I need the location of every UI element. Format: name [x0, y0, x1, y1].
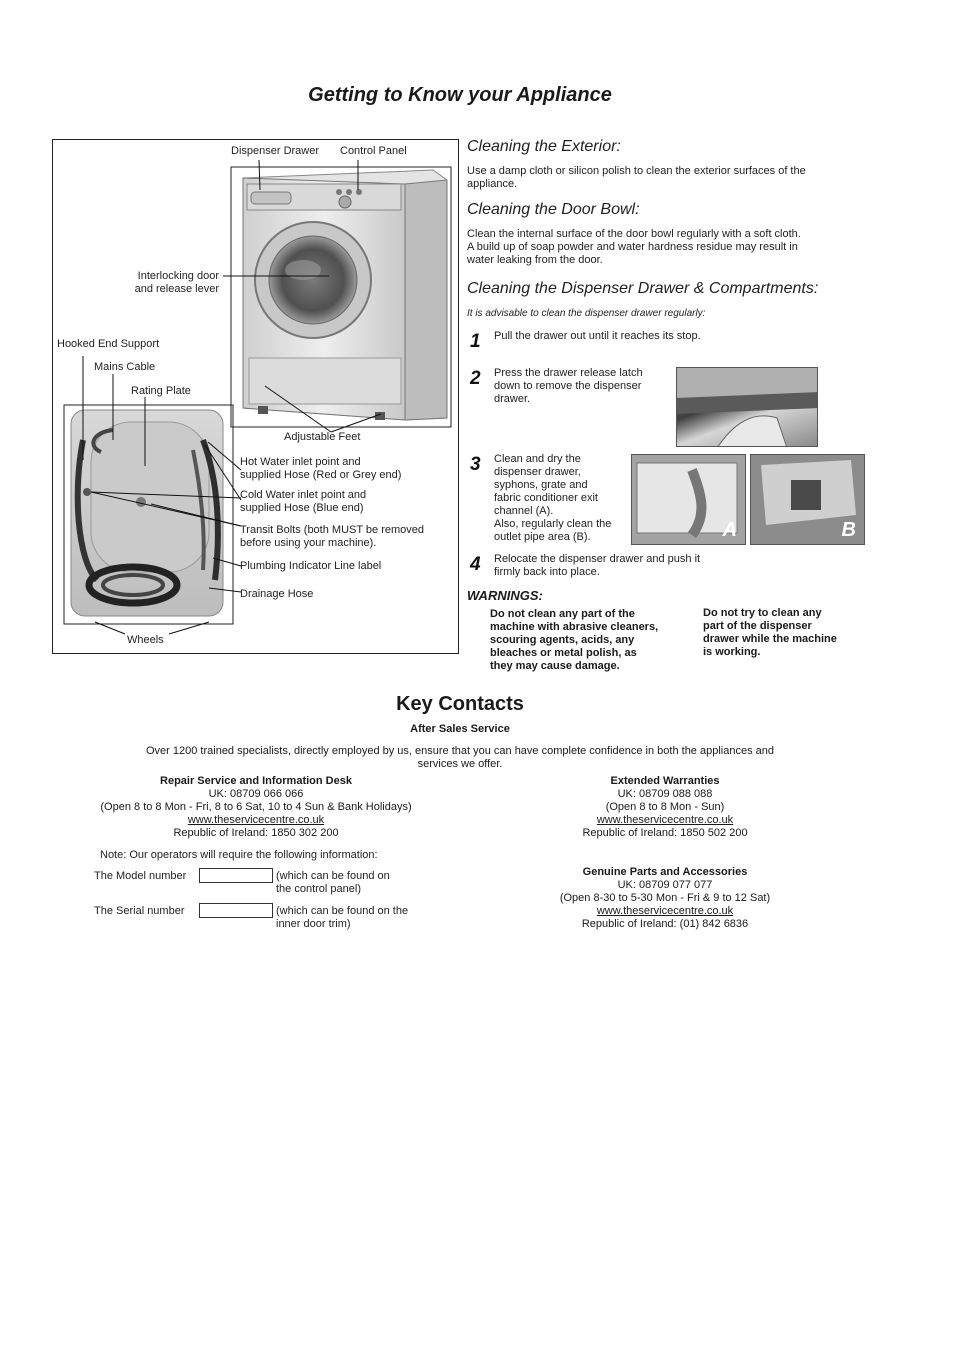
warranties-block — [515, 775, 815, 840]
parts-website-link[interactable]: www.theservicecentre.co.uk — [596, 905, 734, 917]
label-cold-water: Cold Water inlet point and supplied Hose (Blue end) — [240, 489, 367, 514]
parts-heading: Genuine Parts and Accessories — [582, 866, 748, 878]
warning-abrasive-cleaners: Do not clean any part of the machine with abrasive cleaners, scouring agents, acids, any bleaches or metal polish, as they may cause damage. — [490, 608, 659, 672]
door-text: Clean the internal surface of the door bowl regularly with a soft cloth. A build up of soap powder and water hardness residue may result in water leaking from the door. — [467, 228, 801, 266]
drawer-intro: It is advisable to clean the dispenser drawer regularly: — [467, 308, 706, 319]
repair-heading: Repair Service and Information Desk — [160, 775, 352, 787]
appliance-illustration — [53, 140, 460, 655]
repair-desk-block — [56, 775, 456, 840]
label-dispenser-drawer: Dispenser Drawer — [231, 145, 320, 157]
step-3-number: 3 — [470, 454, 481, 475]
photo-b-letter: B — [841, 519, 856, 541]
label-wheels: Wheels — [127, 634, 164, 646]
warranties-heading: Extended Warranties — [610, 775, 720, 787]
model-number-hint: (which can be found on the control panel) — [276, 870, 390, 895]
label-rating-plate: Rating Plate — [131, 385, 191, 397]
exterior-heading: Cleaning the Exterior: — [467, 138, 621, 155]
warranties-uk-phone: UK: 08709 088 088 — [617, 788, 713, 800]
appliance-diagram — [52, 139, 459, 654]
photo-b-outlet-pipe — [750, 454, 865, 545]
serial-number-field[interactable] — [199, 903, 273, 918]
release-latch-illustration — [677, 368, 818, 447]
after-sales-subtitle: After Sales Service — [410, 723, 510, 735]
step-1-number: 1 — [470, 331, 481, 352]
label-mains-cable: Mains Cable — [94, 361, 156, 373]
model-number-field[interactable] — [199, 868, 273, 883]
exterior-text: Use a damp cloth or silicon polish to clean the exterior surfaces of the appliance. — [467, 165, 806, 190]
photo-a-dispenser-channel — [631, 454, 746, 545]
step-4-text: Relocate the dispenser drawer and push it firmly back into place. — [494, 553, 701, 578]
contacts-intro: Over 1200 trained specialists, directly employed by us, ensure that you can have complete confidence in both the appliances and services we offer. — [146, 745, 774, 770]
repair-uk-phone: UK: 08709 066 066 — [208, 788, 304, 800]
key-contacts-title: Key Contacts — [396, 693, 524, 715]
label-adjustable-feet: Adjustable Feet — [284, 431, 361, 443]
photo-a-letter: A — [722, 519, 737, 541]
photo-release-latch — [676, 367, 818, 447]
label-transit-bolts: Transit Bolts (both MUST be removed before using your machine). — [240, 524, 425, 549]
label-plumbing-indicator: Plumbing Indicator Line label — [240, 560, 382, 572]
label-hooked-end-support: Hooked End Support — [57, 338, 160, 350]
label-drainage-hose: Drainage Hose — [240, 588, 314, 600]
repair-hours: (Open 8 to 8 Mon - Fri, 8 to 6 Sat, 10 to 4 Sun & Bank Holidays) — [100, 801, 412, 813]
warranties-website-link[interactable]: www.theservicecentre.co.uk — [596, 814, 734, 826]
serial-number-label: The Serial number — [94, 905, 185, 917]
label-interlocking-door: Interlocking door and release lever — [134, 270, 219, 295]
repair-website-link[interactable]: www.theservicecentre.co.uk — [187, 814, 325, 826]
repair-roi-phone: Republic of Ireland: 1850 302 200 — [173, 827, 339, 839]
door-heading: Cleaning the Door Bowl: — [467, 201, 640, 218]
label-control-panel: Control Panel — [340, 145, 407, 157]
step-4-number: 4 — [470, 554, 481, 575]
drawer-heading: Cleaning the Dispenser Drawer & Compartments: — [467, 280, 819, 297]
model-number-label: The Model number — [94, 870, 187, 882]
step-2-text: Press the drawer release latch down to remove the dispenser drawer. — [494, 367, 643, 405]
page-title: Getting to Know your Appliance — [308, 84, 612, 106]
step-2-number: 2 — [470, 368, 481, 389]
parts-uk-phone: UK: 08709 077 077 — [617, 879, 713, 891]
parts-hours: (Open 8-30 to 5-30 Mon - Fri & 9 to 12 Sat) — [559, 892, 771, 904]
warranties-hours: (Open 8 to 8 Mon - Sun) — [605, 801, 725, 813]
serial-number-hint: (which can be found on the inner door trim) — [276, 905, 409, 930]
label-hot-water: Hot Water inlet point and supplied Hose (Red or Grey end) — [240, 456, 402, 481]
warranties-roi-phone: Republic of Ireland: 1850 502 200 — [582, 827, 748, 839]
step-1-text: Pull the drawer out until it reaches its stop. — [494, 330, 701, 342]
operators-note: Note: Our operators will require the following information: — [100, 849, 378, 861]
warnings-heading: WARNINGS: — [467, 588, 543, 603]
step-3-text: Clean and dry the dispenser drawer, syphons, grate and fabric conditioner exit channel (A). Also, regularly clean the outlet pipe area (B). — [494, 453, 612, 543]
warning-machine-working: Do not try to clean any part of the dispenser drawer while the machine is working. — [703, 607, 837, 658]
parts-roi-phone: Republic of Ireland: (01) 842 6836 — [581, 918, 749, 930]
parts-block — [515, 866, 815, 931]
